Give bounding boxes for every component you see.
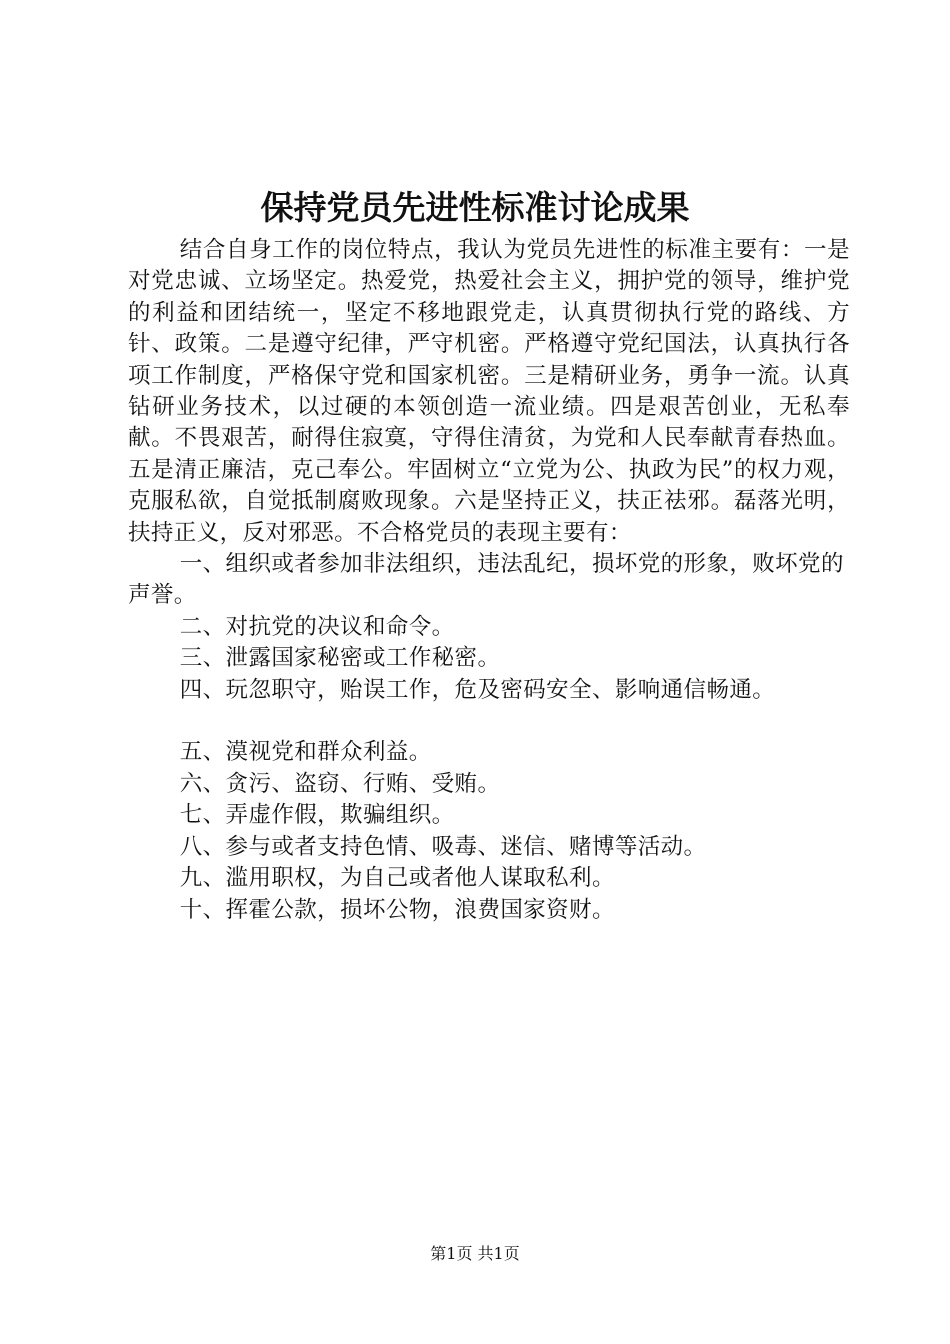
intro-paragraph: 结合自身工作的岗位特点，我认为党员先进性的标准主要有：一是对党忠诚、立场坚定。热爱党，热爱社会主义，拥护党的领导，维护党的利益和团结统一，坚定不移地跟党走，认真贯彻执行党的路线、方针、政策。二是遵守纪律，严守机密。严格遵守党纪国法，认真执行各项工作制度，严格保守党和国家机密。三是精研业务，勇争一流。认真钻研业务技术，以过硬的本领创造一流业绩。四是艰苦创业，无私奉献。不畏艰苦，耐得住寂寞，守得住清贫，为党和人民奉献青春热血。五是清正廉洁，克己奉公。牢固树立“立党为公、执政为民”的权力观，克服私欲，自觉抵制腐败现象。六是坚持正义，扶正祛邪。磊落光明，扶持正义，反对邪恶。不合格党员的表现主要有： [128, 237, 850, 546]
list-item: 四、玩忽职守，贻误工作，危及密码安全、影响通信畅通。 [179, 676, 776, 703]
list-item: 一、组织或者参加非法组织，违法乱纪，损坏党的形象，败坏党的声誉。 [128, 551, 844, 609]
document-body [128, 235, 850, 926]
list-item: 三、泄露国家秘密或工作秘密。 [179, 645, 501, 672]
list-item: 二、对抗党的决议和命令。 [179, 613, 455, 640]
list-item: 五、漠视党和群众利益。 [179, 739, 432, 766]
page-footer: 第1页 共1页 [430, 1244, 520, 1263]
list-item: 八、参与或者支持色情、吸毒、迷信、赌博等活动。 [179, 833, 707, 860]
list-item: 九、滥用职权，为自己或者他人谋取私利。 [179, 865, 615, 892]
list-item: 六、贪污、盗窃、行贿、受贿。 [179, 770, 501, 797]
list-item: 七、弄虚作假，欺骗组织。 [179, 802, 455, 829]
disqualification-list [128, 549, 850, 926]
list-item: 十、挥霍公款，损坏公物，浪费国家资财。 [179, 896, 615, 923]
document-title: 保持党员先进性标准讨论成果 [260, 188, 690, 227]
